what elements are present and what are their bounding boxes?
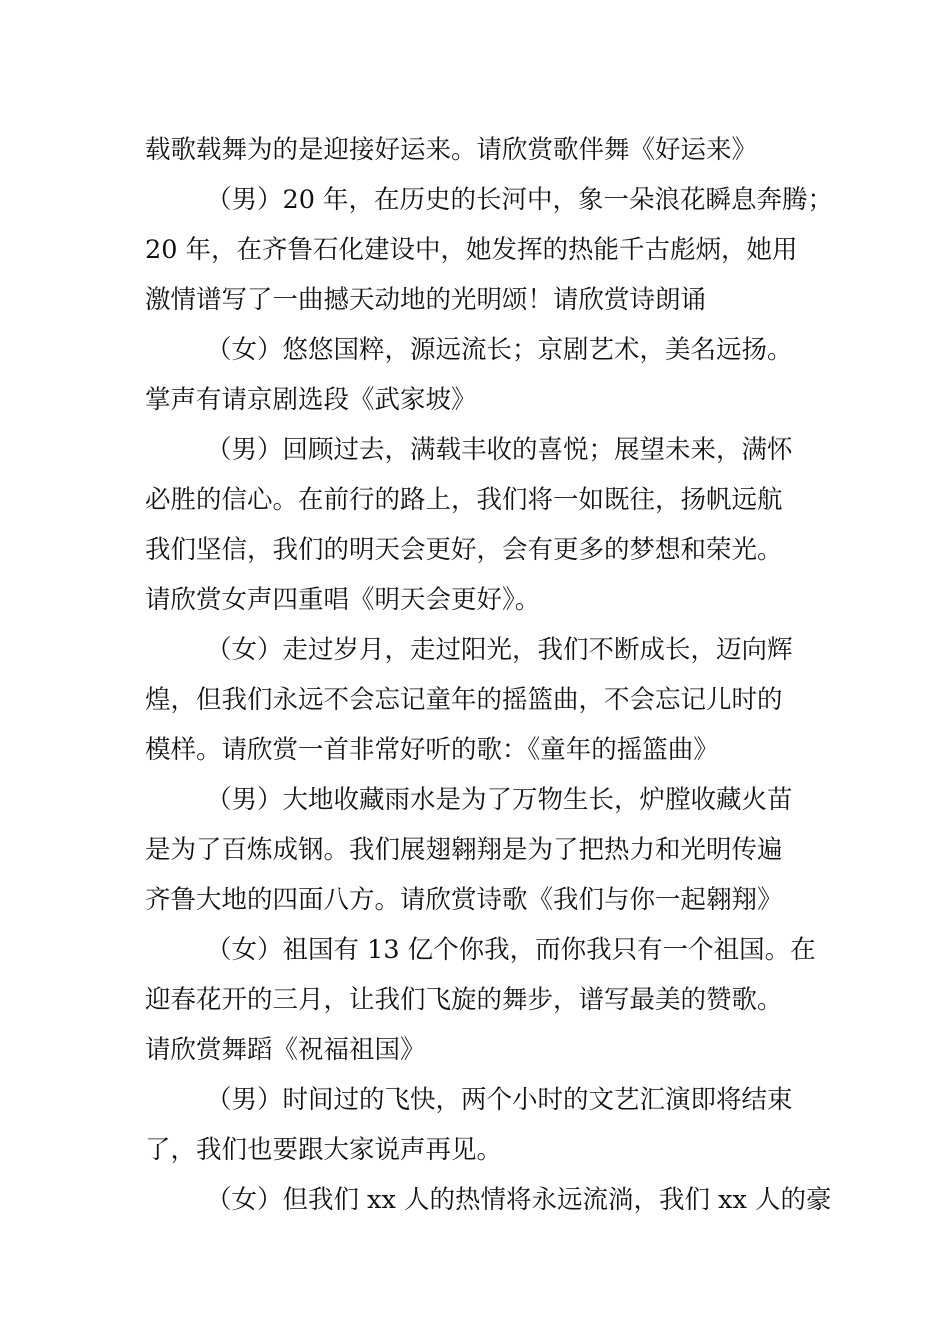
paragraph-5: [145, 625, 815, 775]
paragraph-2: [145, 175, 834, 325]
text-line: 20 年，在齐鲁石化建设中，她发挥的热能千古彪炳，她用: [145, 235, 798, 265]
paragraph-6: [145, 775, 815, 925]
text-line: （男）时间过的飞快，两个小时的文艺汇演即将结束: [206, 1085, 793, 1115]
text-line: 煌，但我们永远不会忘记童年的摇篮曲，不会忘记儿时的: [145, 685, 783, 715]
text-line: 齐鲁大地的四面八方。请欣赏诗歌《我们与你一起翱翔》: [145, 885, 783, 915]
text-line: 我们坚信，我们的明天会更好，会有更多的梦想和荣光。: [145, 535, 783, 565]
text-line: 请欣赏女声四重唱《明天会更好》。: [145, 585, 541, 615]
text-line: 迎春花开的三月，让我们飞旋的舞步，谱写最美的赞歌。: [145, 985, 783, 1015]
text-line: 是为了百炼成钢。我们展翅翱翔是为了把热力和光明传遍: [145, 835, 783, 865]
text-line: （女）悠悠国粹，源远流长；京剧艺术，美名远扬。: [206, 335, 793, 365]
paragraph-9: [145, 1175, 832, 1225]
paragraph-8: [145, 1075, 815, 1175]
paragraph-7: [145, 925, 815, 1075]
text-line: 必胜的信心。在前行的路上，我们将一如既往，扬帆远航: [145, 485, 783, 515]
document-body: [145, 125, 834, 1225]
text-line: （男）回顾过去，满载丰收的喜悦；展望未来，满怀: [206, 435, 793, 465]
text-line: 掌声有请京剧选段《武家坡》: [145, 385, 477, 415]
paragraph-3: [145, 325, 815, 425]
text-line: （女）但我们 xx 人的热情将永远流淌，我们 xx 人的豪: [206, 1185, 832, 1215]
paragraph-4: [145, 425, 815, 625]
text-line: （男）20 年，在历史的长河中，象一朵浪花瞬息奔腾；: [206, 185, 834, 215]
text-line: （男）大地收藏雨水是为了万物生长，炉膛收藏火苗: [206, 785, 793, 815]
text-line: 模样。请欣赏一首非常好听的歌：《童年的摇篮曲》: [145, 735, 719, 765]
text-line: 载歌载舞为的是迎接好运来。请欣赏歌伴舞《好运来》: [145, 135, 758, 165]
text-line: 了，我们也要跟大家说声再见。: [145, 1135, 503, 1165]
text-line: 请欣赏舞蹈《祝福祖国》: [145, 1035, 426, 1065]
paragraph-1: [145, 125, 815, 175]
text-line: 激情谱写了一曲撼天动地的光明颂！请欣赏诗朗诵: [145, 285, 707, 315]
text-line: （女）祖国有 13 亿个你我，而你我只有一个祖国。在: [206, 935, 816, 965]
text-line: （女）走过岁月，走过阳光，我们不断成长，迈向辉: [206, 635, 793, 665]
